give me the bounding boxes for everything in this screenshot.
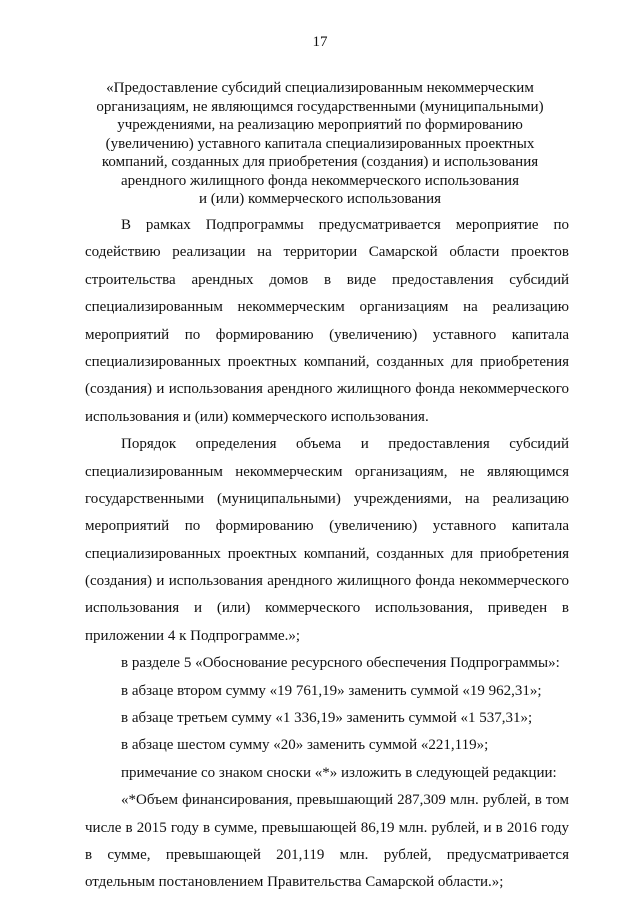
paragraph-2 — [85, 431, 569, 650]
text-line: специализированных проектных компаний, созданных для приобретения — [85, 353, 569, 370]
page-number: 17 — [312, 34, 328, 50]
text-line: использования и (или) коммерческого использования. — [85, 408, 429, 425]
text-line: (создания) и использования арендного жилищного фонда некоммерческого — [85, 381, 569, 398]
heading-line: учреждениями, на реализацию мероприятий по формированию — [117, 117, 523, 133]
text-line: мероприятий по формированию (увеличению) уставного капитала — [85, 326, 569, 343]
text-line: числе в 2015 году в сумме, превышающей 86,19 млн. рублей, и в 2016 году — [85, 819, 569, 836]
amendment-item: в абзаце третьем сумму «1 336,19» заменить суммой «1 537,31»; — [121, 710, 533, 727]
heading-line: арендного жилищного фонда некоммерческого использования — [121, 172, 519, 189]
heading-line: организациям, не являющимся государственными (муниципальными) — [96, 98, 544, 115]
footnote-text — [85, 787, 569, 897]
paragraph-1 — [85, 212, 569, 431]
text-line: специализированных проектных компаний, созданных для приобретения — [85, 545, 569, 562]
text-line: Порядок определения объема и предоставления субсидий — [121, 436, 569, 453]
text-line: В рамках Подпрограммы предусматривается мероприятие по — [121, 217, 569, 233]
text-line: использования и (или) коммерческого использования, приведен в — [85, 600, 569, 617]
text-line: «*Объем финансирования, превышающий 287,309 млн. рублей, в том — [121, 792, 569, 809]
text-line: приложении 4 к Подпрограмме.»; — [85, 627, 301, 644]
text-line: в сумме, превышающей 201,119 млн. рублей, предусматривается — [85, 846, 569, 863]
text-line: государственными (муниципальными) учреждениями, на реализацию — [85, 490, 569, 507]
amendment-item: примечание со знаком сноски «*» изложить в следующей редакции: — [121, 764, 557, 781]
text-line: строительства арендных домов в виде предоставления субсидий — [85, 271, 569, 288]
amendments-list — [85, 650, 569, 787]
body-text — [85, 212, 569, 897]
amendment-item: в абзаце втором сумму «19 761,19» заменить суммой «19 962,31»; — [121, 682, 542, 699]
text-line: мероприятий по формированию (увеличению) уставного капитала — [85, 518, 569, 535]
section-heading — [90, 79, 550, 209]
text-line: (создания) и использования арендного жилищного фонда некоммерческого — [85, 573, 569, 590]
amendment-item: в абзаце шестом сумму «20» заменить суммой «221,119»; — [121, 737, 489, 754]
heading-line: «Предоставление субсидий специализированным некоммерческим — [106, 80, 534, 96]
amendment-item: в разделе 5 «Обоснование ресурсного обеспечения Подпрограммы»: — [121, 655, 560, 672]
heading-line: компаний, созданных для приобретения (создания) и использования — [101, 154, 539, 170]
heading-line: (увеличению) уставного капитала специализированных проектных — [105, 135, 535, 152]
text-line: специализированным некоммерческим организациям, не являющимся — [85, 463, 569, 480]
text-line: содействию реализации на территории Самарской области проектов — [85, 244, 569, 261]
heading-line: и (или) коммерческого использования — [198, 191, 442, 207]
text-line: отдельным постановлением Правительства Самарской области.»; — [85, 874, 504, 891]
text-line: специализированным некоммерческим организациям на реализацию — [85, 299, 569, 316]
